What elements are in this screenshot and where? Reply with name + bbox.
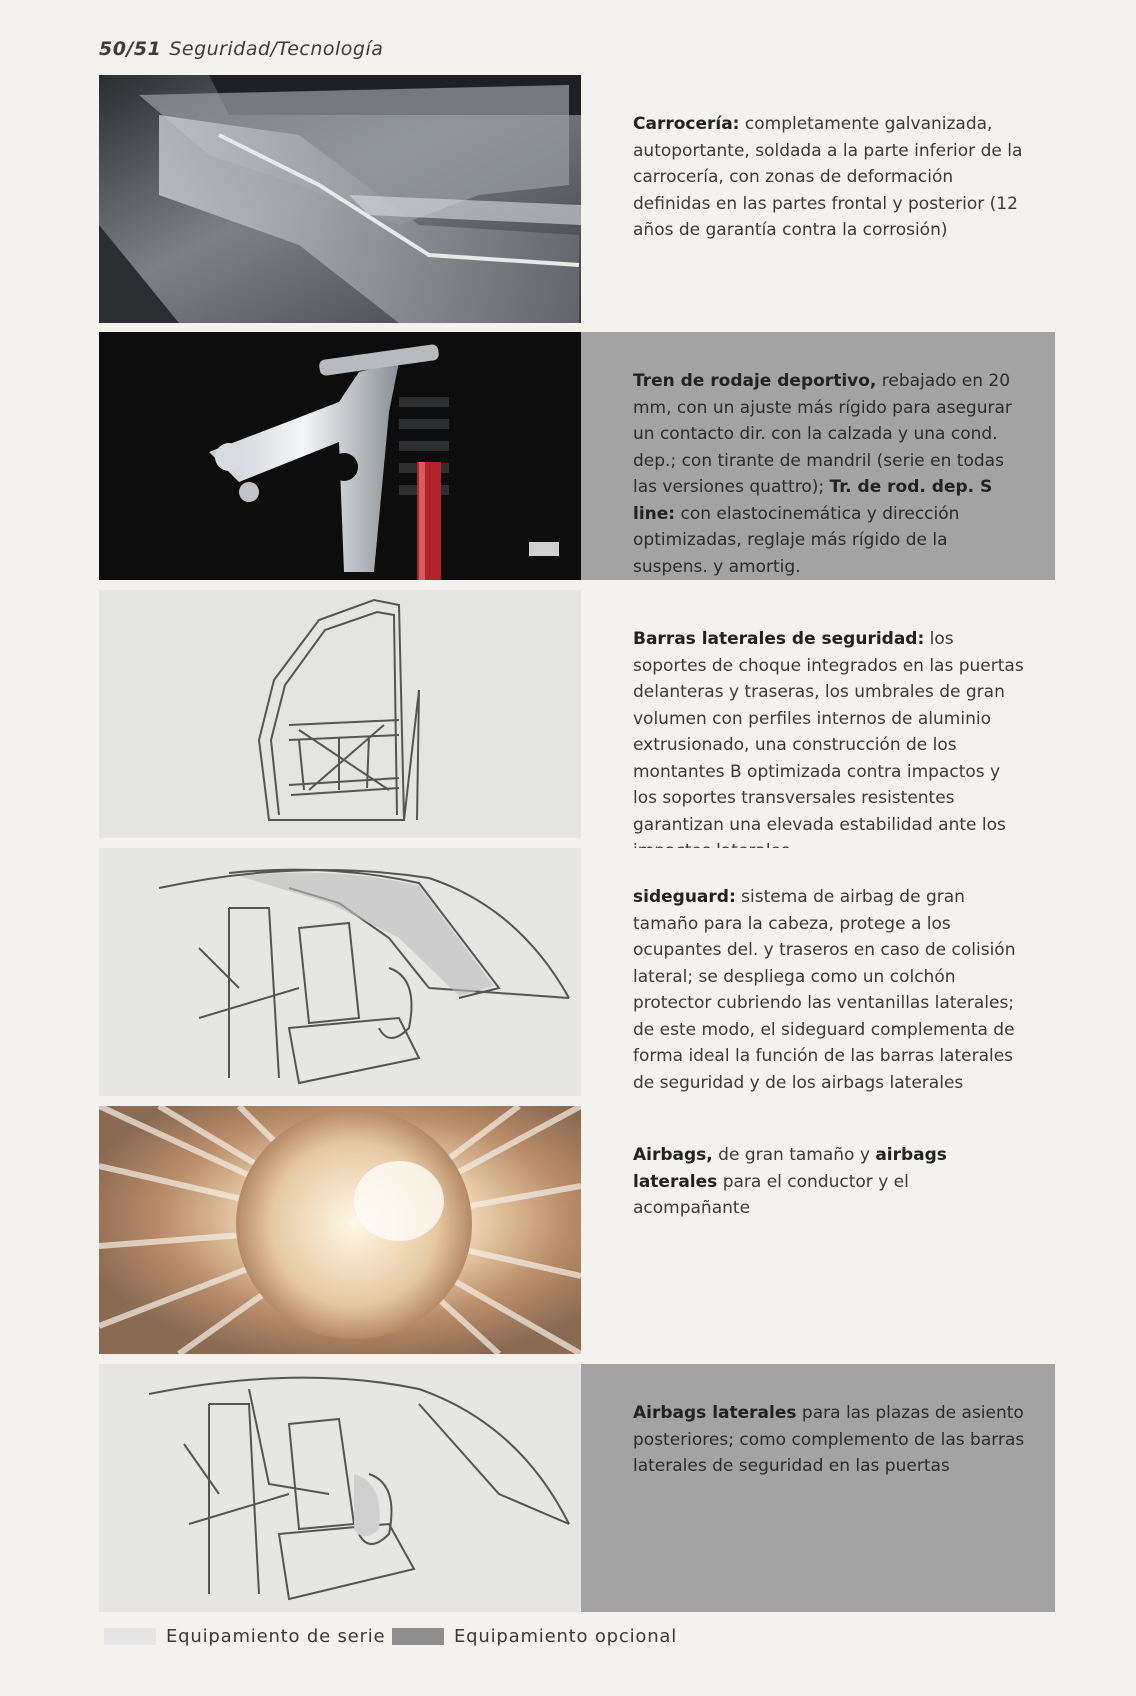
feature-description: sistema de airbag de gran tamaño para la cabeza, protege a los ocupantes del. y traseros en caso de colisión lateral; se despliega como un colchón protector cubriendo las ventanillas laterales; de este modo, el sideguard complementa de forma ideal la función de las barras laterales de seguridad y de los airbags laterales <box>633 887 1016 1093</box>
feature-title: Carrocería: <box>633 114 740 134</box>
legend-swatch-serie <box>104 1628 156 1645</box>
page-header <box>99 38 383 60</box>
page-numbers: 50/51 <box>99 38 162 60</box>
feature-text <box>581 1106 1055 1354</box>
feature-text <box>581 1364 1055 1612</box>
rear-side-airbags-drawing <box>99 1364 581 1612</box>
galvanized-body-photo <box>99 75 581 323</box>
feature-text <box>581 332 1055 580</box>
feature-row-barras-laterales <box>99 590 1055 838</box>
legend-label-serie: Equipamiento de serie <box>166 1626 386 1647</box>
legend-label-opcional: Equipamiento opcional <box>454 1626 678 1647</box>
feature-row-airbags <box>99 1106 1055 1354</box>
feature-description-2: para el conductor y el acompañante <box>633 1171 909 1218</box>
legend-swatch-opcional <box>392 1628 444 1645</box>
feature-row-airbags-laterales <box>99 1364 1055 1612</box>
feature-text <box>581 590 1055 838</box>
feature-description: rebajado en 20 mm, con un ajuste más rígido para asegurar un contacto dir. con la calzada y una cond. dep.; con tirante de mandril (serie en todas las versiones quattro); <box>633 371 1012 497</box>
feature-title: Tren de rodaje deportivo, <box>633 371 877 391</box>
legend-item-opcional <box>392 1626 677 1647</box>
feature-description-2: con elastocinemática y dirección optimizadas, reglaje más rígido de la suspens. y amortig. <box>633 503 960 577</box>
sport-suspension-photo <box>99 332 581 580</box>
feature-title: sideguard: <box>633 887 736 907</box>
legend-item-serie <box>104 1626 385 1647</box>
feature-description: de gran tamaño y <box>712 1145 876 1165</box>
feature-row-carroceria <box>99 75 1055 323</box>
feature-row-tren-rodaje <box>99 332 1055 580</box>
feature-text <box>581 75 1055 323</box>
feature-subtitle: airbags laterales <box>633 1145 947 1192</box>
feature-description: para las plazas de asiento posteriores; como complemento de las barras laterales de seguridad en las puertas <box>633 1403 1025 1476</box>
section-title: Seguridad/Tecnología <box>169 38 384 60</box>
door-side-bars-drawing <box>99 590 581 838</box>
airbag-photo <box>99 1106 581 1354</box>
feature-text <box>581 848 1055 1096</box>
sideguard-airbag-drawing <box>99 848 581 1096</box>
feature-title: Barras laterales de seguridad: <box>633 629 925 649</box>
feature-title: Airbags, <box>633 1145 713 1165</box>
feature-description: completamente galvanizada, autoportante, soldada a la parte inferior de la carrocería, con zonas de deformación definidas en las partes frontal y posterior (12 años de garantía contra la corrosión) <box>633 114 1023 240</box>
feature-row-sideguard <box>99 848 1055 1096</box>
feature-title: Airbags laterales <box>633 1403 797 1423</box>
feature-description: los soportes de choque integrados en las puertas delanteras y traseras, los umbrales de gran volumen con perfiles internos de aluminio extrusionado, una construcción de los montantes B optimizada contra impactos y los soportes transversales resistentes garantizan una elevada estabilidad ante los <box>633 629 1024 835</box>
feature-subtitle: Tr. de rod. dep. S line: <box>633 477 993 524</box>
